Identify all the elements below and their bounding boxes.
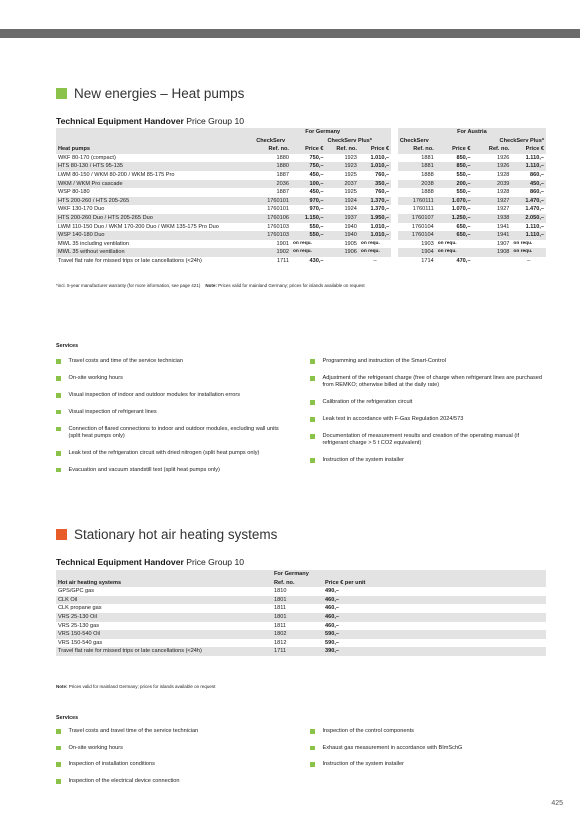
table-cell: 1938 (472, 214, 511, 223)
note-label: Note: (56, 684, 68, 689)
col-price: Price € (511, 145, 546, 154)
table-cell: WKF 80-170 (compact) (58, 154, 116, 161)
table-cell: 1760101 (254, 197, 291, 206)
table-cell: 1881 (398, 162, 436, 171)
table-row (56, 639, 546, 648)
table-row (56, 180, 546, 189)
hot-air-services-heading: Services (56, 715, 79, 721)
table-cell: 860,– (530, 189, 544, 196)
table-cell: 860,– (530, 171, 544, 178)
table-cell: WSP 140-180 Duo (56, 231, 254, 240)
list-item (56, 467, 286, 474)
table-cell: on requ. (292, 240, 312, 246)
table-cell: 760,– (375, 189, 390, 196)
table-cell: 1760111 (398, 197, 436, 206)
service-text: Leak test of the refrigeration circuit with dried nitrogen (split heat pumps only) (68, 449, 260, 456)
table-cell: 2.050,– (511, 214, 546, 223)
table-cell: 430,– (309, 257, 324, 264)
orange-square-icon (56, 529, 67, 540)
table-cell: on requ. (360, 240, 380, 246)
table-cell: 1923 (344, 154, 357, 161)
column-header-row (56, 145, 546, 154)
table-cell: 460,– (323, 596, 546, 605)
service-text: Evacuation and vacuum standstill test (split heat pumps only) (68, 466, 220, 473)
table-cell: 1811 (274, 605, 287, 612)
heat-pumps-table (56, 128, 546, 266)
table-cell: 2036 (254, 180, 291, 189)
table-cell: 1905 (344, 240, 357, 247)
bullet-square-icon (56, 779, 61, 784)
table-row (56, 171, 546, 180)
table-cell: 970,– (291, 197, 326, 206)
subtitle-rest: Price Group 10 (186, 557, 245, 567)
table-cell: 1924 (325, 197, 358, 206)
table-row (56, 647, 546, 656)
table-cell: 1.470,– (525, 206, 544, 213)
table-cell: 650,– (436, 231, 473, 240)
service-text: Instruction of the system installer (322, 761, 404, 768)
table-cell: 1760103 (254, 231, 291, 240)
service-text: Visual inspection of indoor and outdoor modules for installation errors (68, 391, 241, 398)
table-cell: Travel flat rate for missed trips or late cancellations (<24h) (58, 257, 202, 264)
list-item (56, 426, 286, 441)
page-number: 425 (551, 800, 563, 807)
table-cell: 1926 (496, 154, 510, 161)
table-cell: 1711 (276, 257, 289, 264)
table-cell: 550,– (291, 231, 326, 240)
table-row (56, 205, 546, 214)
table-row (56, 248, 546, 257)
bullet-square-icon (310, 746, 315, 751)
heat-pumps-services-left (56, 358, 286, 484)
checkserv-plus-de: CheckServ Plus* (325, 137, 391, 146)
table-cell: MWL 35 including ventilation (58, 240, 129, 247)
table-cell: 850,– (456, 154, 471, 161)
service-text: Travel costs and time of the service technician (68, 358, 184, 364)
hot-air-table (56, 570, 546, 656)
hot-air-subtitle (56, 557, 244, 567)
note-label: Note: (205, 283, 217, 288)
table-row (56, 604, 546, 613)
list-item (56, 450, 286, 457)
col-heat-pumps: Heat pumps (56, 145, 254, 154)
col-price: Price € (359, 145, 391, 154)
list-item (310, 399, 545, 406)
table-cell: 2038 (398, 180, 436, 189)
table-cell: 650,– (456, 223, 471, 230)
bullet-square-icon (56, 746, 61, 751)
table-row (56, 630, 546, 639)
table-cell: 1887 (276, 189, 289, 196)
table-cell: 1.370,– (370, 206, 390, 213)
table-row (56, 231, 546, 240)
checkserv-de: CheckServ (254, 137, 325, 146)
table-cell: 1810 (274, 588, 287, 595)
table-cell: 590,– (323, 630, 546, 639)
list-item (56, 778, 286, 785)
heat-pumps-section-title (56, 86, 244, 101)
table-cell: 350,– (359, 180, 391, 189)
table-cell: on requ. (291, 248, 326, 257)
table-cell: Travel flat rate for missed trips or late cancellations (<24h) (56, 647, 272, 656)
table-cell: 450,– (309, 189, 324, 196)
table-cell: CLK Oil (56, 596, 272, 605)
table-cell: LWM 110-150 Duo / WKM 170-200 Duo / WKM 135-175 Pro Duo (58, 223, 219, 230)
table-cell: 1888 (421, 189, 434, 196)
table-cell: 1908 (472, 248, 511, 257)
table-cell: 1801 (272, 613, 323, 622)
table-cell: 460,– (323, 613, 546, 622)
table-row (56, 154, 546, 163)
table-row (56, 240, 546, 249)
table-cell: 1881 (421, 154, 434, 161)
service-text: Connection of flared connections to indoor and outdoor modules, excluding wall units (split heat pumps only) (68, 425, 279, 439)
list-item (56, 358, 286, 365)
table-cell: 1.010,– (370, 223, 390, 230)
col-price: Price € (436, 145, 473, 154)
table-cell: 470,– (456, 257, 471, 264)
table-cell: HTS 200-260 Duo / HTS 205-265 Duo (56, 214, 254, 223)
table-cell: 1926 (472, 162, 511, 171)
heat-pumps-subtitle (56, 116, 244, 126)
table-cell: 1880 (276, 154, 289, 161)
table-cell: MWL 35 without ventilation (56, 248, 254, 257)
table-cell: 460,– (325, 605, 339, 612)
table-cell: 1928 (496, 171, 510, 178)
table-cell: 450,– (309, 171, 324, 178)
table-cell: 550,– (456, 171, 471, 178)
table-cell: 1906 (325, 248, 358, 257)
table-cell: 1760104 (411, 223, 434, 230)
bullet-square-icon (56, 729, 61, 734)
table-cell: – (373, 257, 377, 264)
subtitle-rest: Price Group 10 (186, 116, 245, 126)
bullet-square-icon (310, 729, 315, 734)
note-text: Prices valid for mainland Germany; prices for islands available on request (68, 684, 216, 689)
table-cell: 450,– (511, 180, 546, 189)
service-text: Calibration of the refrigeration circuit (322, 399, 413, 406)
table-cell: 1760104 (398, 231, 436, 240)
table-cell: on requ. (436, 248, 473, 257)
subtitle-bold: Technical Equipment Handover (56, 116, 184, 126)
bullet-square-icon (310, 417, 315, 422)
table-cell: 1.110,– (511, 162, 546, 171)
table-cell: 1.150,– (291, 214, 326, 223)
table-cell: 1.110,– (525, 154, 544, 161)
table-cell: VRS 150-540 gas (58, 639, 103, 646)
bullet-square-icon (310, 434, 315, 439)
table-cell: 1.250,– (436, 214, 473, 223)
table-cell: 750,– (291, 162, 326, 171)
bullet-square-icon (56, 427, 61, 432)
service-text: Leak test in accordance with F-Gas Regulation 2024/573 (322, 415, 464, 422)
bullet-square-icon (310, 376, 315, 381)
table-cell: 590,– (325, 639, 339, 646)
hot-air-services-left (56, 728, 286, 794)
table-cell: 1760111 (412, 206, 434, 213)
table-cell: HTS 200-260 / HTS 205-265 (56, 197, 254, 206)
region-header-row (56, 128, 546, 137)
table-cell: CLK propane gas (58, 605, 102, 612)
table-cell: 1.110,– (525, 223, 544, 230)
list-item (310, 457, 545, 464)
col-ref-no: Ref. no. (272, 579, 323, 588)
table-cell: on requ. (511, 248, 546, 257)
checkserv-plus-at: CheckServ Plus* (472, 137, 546, 146)
table-cell: 1907 (496, 240, 510, 247)
table-cell: 1923 (325, 162, 358, 171)
table-cell: 1714 (421, 257, 434, 264)
table-cell: 1901 (276, 240, 289, 247)
table-cell: 850,– (436, 162, 473, 171)
table-cell: 750,– (309, 154, 324, 161)
table-cell: 1941 (496, 223, 510, 230)
table-cell: 200,– (436, 180, 473, 189)
table-cell: 1.010,– (370, 154, 390, 161)
list-item (56, 745, 286, 752)
col-ref-no: Ref. no. (398, 145, 436, 154)
table-cell (472, 257, 511, 266)
table-cell: 1928 (496, 189, 510, 196)
service-text: Programming and instruction of the Smart-Control (322, 358, 446, 364)
table-cell: 460,– (325, 622, 339, 629)
heat-pumps-footnote (56, 283, 365, 288)
table-cell: HTS 80-130 / HTS 95-135 (56, 162, 254, 171)
table-cell: 1.010,– (359, 162, 391, 171)
list-item (310, 416, 545, 423)
bullet-square-icon (56, 451, 61, 456)
table-cell: 1927 (496, 206, 510, 213)
table-cell: 1760106 (254, 214, 291, 223)
table-row (56, 188, 546, 197)
table-cell: VRS 25-130 gas (58, 622, 100, 629)
service-text: Exhaust gas measurement in accordance with BImSchG (322, 744, 463, 751)
checkserv-at: CheckServ (398, 137, 473, 146)
table-cell: 1711 (272, 647, 323, 656)
table-row (56, 587, 546, 596)
table-cell: on requ. (437, 240, 457, 246)
region-header-row (56, 570, 546, 579)
col-ref-no: Ref. no. (325, 145, 358, 154)
table-cell: 1887 (276, 171, 289, 178)
table-cell: 1801 (272, 596, 323, 605)
list-item (56, 761, 286, 768)
col-ref-no: Ref. no. (254, 145, 291, 154)
top-bar (0, 29, 580, 38)
table-cell: GPS/GPC gas (58, 588, 95, 595)
table-cell: 1940 (325, 231, 358, 240)
table-cell: 1760101 (267, 206, 289, 213)
table-cell: 550,– (456, 189, 471, 196)
list-item (56, 375, 286, 382)
table-cell: 390,– (323, 647, 546, 656)
list-item (56, 392, 286, 399)
region-germany: For Germany (272, 570, 546, 579)
table-cell: 1.470,– (511, 197, 546, 206)
service-text: Inspection of the electrical device connection (68, 777, 180, 784)
service-text: Adjustment of the refrigerant charge (free of charge when refrigerant lines are purchased from REMKO; otherwise billed at the daily rate) (322, 374, 543, 389)
table-cell: VRS 150-540 Oil (56, 630, 272, 639)
table-cell: on requ. (513, 240, 533, 246)
table-cell: 1927 (472, 197, 511, 206)
table-cell: LWM 80-150 / WKM 80-200 / WKM 85-175 Pro (58, 171, 175, 178)
table-cell: 1880 (254, 162, 291, 171)
table-cell: 1888 (421, 171, 434, 178)
list-item (310, 433, 545, 448)
bullet-square-icon (310, 400, 315, 405)
table-row (56, 257, 546, 266)
list-item (310, 761, 545, 768)
table-cell: 1925 (344, 189, 357, 196)
table-row (56, 214, 546, 223)
table-cell: 1812 (274, 639, 287, 646)
table-cell: 1.070,– (451, 206, 471, 213)
table-row (56, 596, 546, 605)
table-cell: 970,– (309, 206, 324, 213)
table-cell: 1.110,– (511, 231, 546, 240)
table-cell: 2039 (472, 180, 511, 189)
column-header-row (56, 579, 546, 588)
bullet-square-icon (56, 393, 61, 398)
service-text: On-site working hours (68, 374, 123, 381)
service-text: Visual inspection of refrigerant lines (68, 408, 157, 415)
bullet-square-icon (310, 359, 315, 364)
table-cell: 1760107 (398, 214, 436, 223)
bullet-square-icon (56, 468, 61, 473)
table-cell: 100,– (291, 180, 326, 189)
hot-air-note (56, 684, 215, 689)
bullet-square-icon (56, 359, 61, 364)
service-header-row (56, 137, 546, 146)
table-cell: WSP 80-180 (58, 189, 90, 196)
table-cell: 550,– (309, 223, 324, 230)
table-cell: 1941 (472, 231, 511, 240)
bullet-square-icon (310, 762, 315, 767)
table-cell: 1903 (421, 240, 434, 247)
table-cell: 1760103 (267, 223, 289, 230)
list-item (310, 375, 545, 390)
table-cell (325, 257, 358, 266)
bullet-square-icon (56, 762, 61, 767)
col-price-per-unit: Price € per unit (323, 579, 546, 588)
table-cell: 1.370,– (359, 197, 391, 206)
table-cell: 1925 (344, 171, 357, 178)
heat-pumps-title-text: New energies – Heat pumps (74, 86, 245, 101)
bullet-square-icon (56, 376, 61, 381)
subtitle-bold: Technical Equipment Handover (56, 557, 184, 567)
table-cell: 1940 (344, 223, 357, 230)
table-cell: 1.070,– (436, 197, 473, 206)
col-hot-air-systems: Hot air heating systems (56, 579, 272, 588)
service-text: Documentation of measurement results and creation of the operating manual (if refrigerant charge > 5 t CO2 equivalent) (322, 432, 520, 447)
col-price: Price € (291, 145, 326, 154)
service-text: Travel costs and travel time of the service technician (68, 728, 199, 734)
table-cell: 490,– (325, 588, 339, 595)
hot-air-title-text: Stationary hot air heating systems (74, 527, 278, 542)
table-cell: WKF 130-170 Duo (58, 206, 105, 213)
table-row (56, 162, 546, 171)
table-cell: – (527, 257, 531, 264)
table-cell: VRS 25-130 Oil (56, 613, 272, 622)
list-item (56, 728, 286, 735)
col-ref-no: Ref. no. (472, 145, 511, 154)
table-cell: 1937 (325, 214, 358, 223)
table-cell: 1904 (398, 248, 436, 257)
list-item (56, 409, 286, 416)
service-text: Inspection of the control components (322, 728, 414, 734)
table-cell: 2037 (325, 180, 358, 189)
table-cell: 1.950,– (359, 214, 391, 223)
hot-air-section-title (56, 527, 277, 542)
service-text: On-site working hours (68, 744, 123, 751)
table-row (56, 613, 546, 622)
note-text: Prices valid for mainland Germany; prices for islands available on request (218, 283, 365, 288)
hot-air-services-right (310, 728, 545, 778)
service-text: Instruction of the system installer (322, 457, 404, 464)
table-cell: 1.010,– (359, 231, 391, 240)
region-germany: For Germany (254, 128, 391, 137)
list-item (310, 728, 545, 735)
table-row (56, 622, 546, 631)
table-cell: WKM / WKM Pro cascade (56, 180, 254, 189)
table-cell: 1802 (272, 630, 323, 639)
service-text: Inspection of installation conditions (68, 761, 155, 768)
table-cell: 1924 (344, 206, 357, 213)
table-cell: 1811 (274, 622, 287, 629)
list-item (310, 745, 545, 752)
table-cell: 1902 (254, 248, 291, 257)
table-row (56, 223, 546, 232)
bullet-square-icon (310, 458, 315, 463)
green-square-icon (56, 88, 67, 99)
table-cell: 760,– (375, 171, 390, 178)
warranty-footnote: *incl. 5-year manufacturer warranty (for more information, see page 421) (56, 283, 201, 288)
heat-pumps-services-heading: Services (56, 343, 79, 349)
table-row (56, 197, 546, 206)
heat-pumps-services-right (310, 358, 545, 474)
bullet-square-icon (56, 410, 61, 415)
region-austria: For Austria (398, 128, 546, 137)
table-cell: on requ. (359, 248, 391, 257)
list-item (310, 358, 545, 365)
